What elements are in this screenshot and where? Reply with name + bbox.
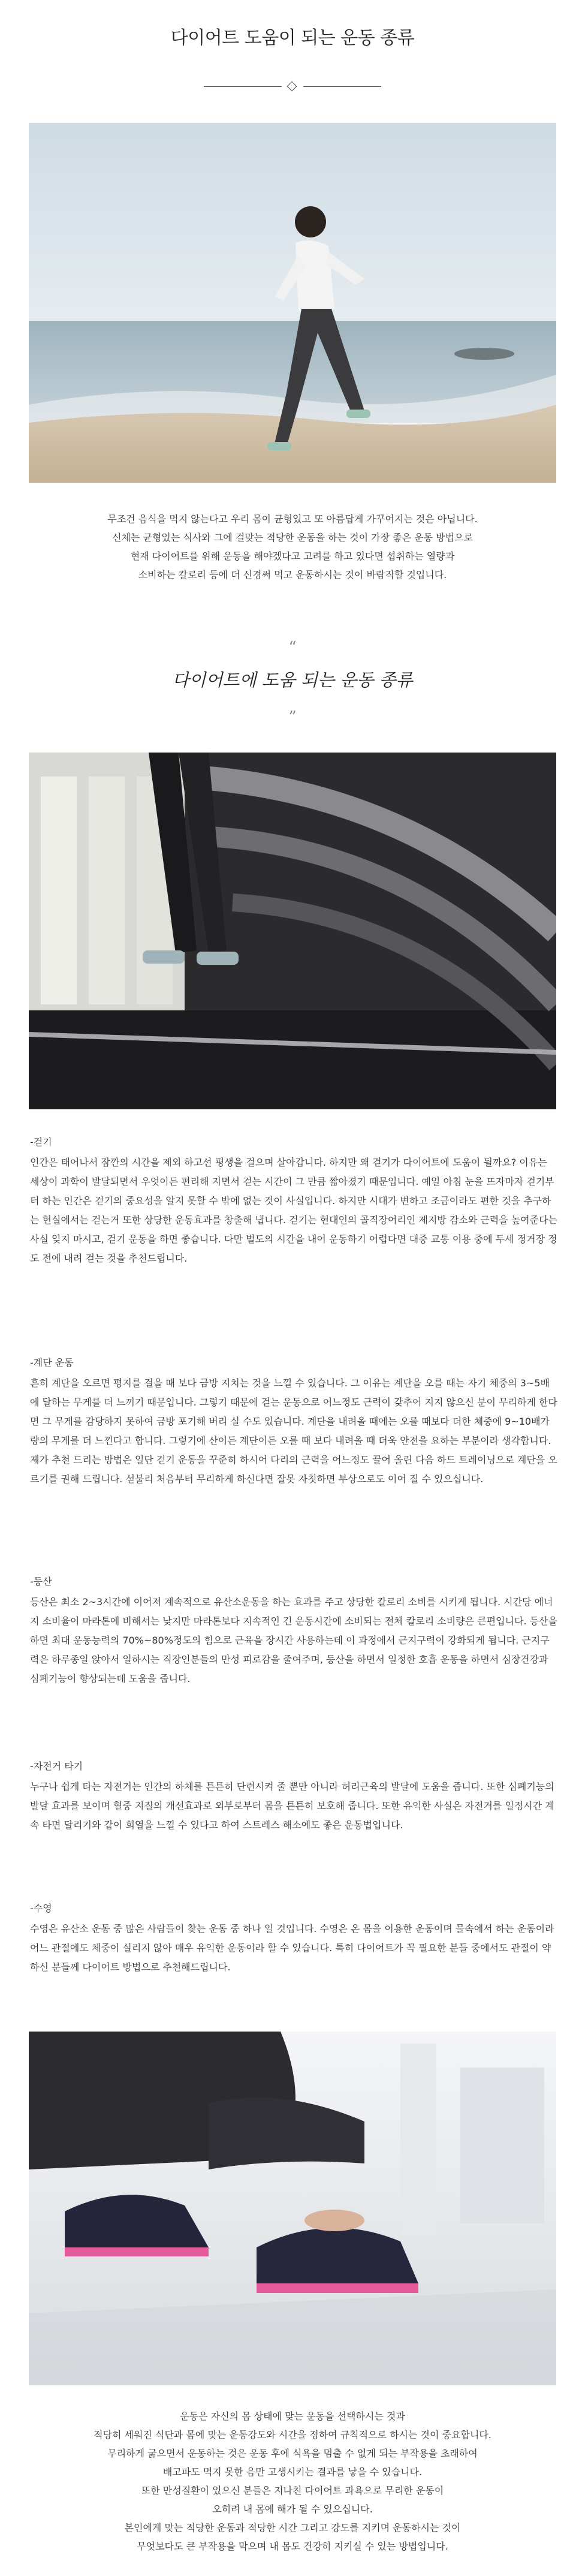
topic-heading: -등산 — [30, 1576, 52, 1587]
outro-paragraph — [60, 2407, 525, 2556]
title-divider — [204, 83, 381, 90]
outro-line: 무엇보다도 큰 부작용을 막으며 내 몸도 건강히 지키실 수 있는 방법입니다. — [137, 2541, 448, 2552]
topic-heading: -수영 — [30, 1903, 52, 1914]
topic-text: 인간은 태어나서 잠깐의 시간을 제외 하고선 평생을 걸으며 살아갑니다. 하지만 왜 걷기가 다이어트에 도움이 될까요? 이유는 세상이 과학이 발달되면서 우엇이든 편리해 지면서 걷는 시간이 그 만큼 짧아졌기 때문입니다. 예일 아침 눈을 뜨자마자 걷기부터 하는 인간은 걷기의 중요성을 알지 못할 수 밖에 없는 것이 사실입니다. 하지만 시대가 변하고 조금이라도 편한 것을 추구하는 현실에서는 걷는거 또한 상당한 운동효과를 창출해 냅니다. 걷기는 현대인의 골직장어리인 제지방 감소와 근력을 높여준다는 사실 잊지 마시고, 걷기 운동을 하면 좋습니다. 다만 별도의 시간을 내어 운동하기 어렵다면 대중 교통 이용 중에 두세 정거장 정도 전에 내려 걷는 것을 추천드립니다. — [30, 1157, 558, 1264]
topic-text: 누구나 쉽게 타는 자전거는 인간의 하체를 튼튼히 단련시켜 줄 뿐만 아니라 허리근육의 발달에 도움을 줍니다. 또한 심폐기능의 발달 효과를 보이며 혈중 지질의 개선효과로 외부로부터 몸을 튼튼히 보호해 줍니다. 또한 유익한 사실은 자전거를 일정시간 계속 타면 달리기와 같이 희열을 느낄 수 있다고 하여 스트레스 해소에도 좋은 운동법입니다. — [30, 1781, 554, 1831]
treadmill-photo — [29, 753, 556, 1109]
topic-text: 흔히 계단을 오르면 평지를 걸을 때 보다 금방 지치는 것을 느낄 수 있습니다. 그 이유는 계단을 오를 때는 자기 체중의 3~5배에 달하는 무게를 더 느끼기 때문입니다. 그렇기 때문에 걷는 운동으로 어느정도 근력이 갖추어 지지 않으신 분이 무리하게 한다면 그 무게를 감당하지 못하여 금방 포기해 버리 실 수도 있습니다. 계단을 내려올 때에는 오를 때보다 더한 체중에 9~10배가량의 무게를 더 느낀다고 합니다. 그렇기에 산이든 계단이든 오를 때 보다 내려올 때 더욱 안전을 요하는 부분이라 생각합니다. 제가 추천 드리는 방법은 일단 걷기 운동을 꾸준히 하시어 다리의 근력을 어느정도 끌어 올린 다음 하드 트레이닝으로 계단을 오르기를 권해 드립니다. 섣불리 처음부터 무리하게 하신다면 잘못 자칫하면 부상으로도 이어 질 수 있으십니다. — [30, 1377, 557, 1485]
outro-line: 본인에게 맞는 적당한 운동과 적당한 시간 그리고 강도를 지키며 운동하시는 것이 — [124, 2522, 461, 2533]
topic-heading: -계단 운동 — [30, 1357, 74, 1368]
page-title: 다이어트 도움이 되는 운동 종류 — [170, 28, 415, 49]
intro-line: 현재 다이어트를 위해 운동을 해야겠다고 고려를 하고 있다면 섭취하는 열량과 — [130, 550, 455, 562]
intro-line: 무조건 음식을 먹지 않는다고 우리 몸이 균형있고 또 아름답게 가꾸어지는 것은 아닙니다. — [107, 513, 478, 525]
intro-line: 소비하는 칼로리 등에 더 신경써 먹고 운동하시는 것이 바람직할 것입니다. — [138, 569, 447, 580]
outro-line: 무리하게 굶으면서 운동하는 것은 운동 후에 식욕을 멈출 수 없게 되는 부작용을 초래하여 — [107, 2448, 478, 2459]
running-beach-photo — [29, 123, 556, 483]
outro-line: 또한 만성질환이 있으신 분들은 지나친 다이어트 과욕으로 무리한 운동이 — [141, 2485, 444, 2496]
topic-hiking — [30, 1574, 557, 1689]
sneakers-photo — [29, 2032, 556, 2385]
topic-heading: -자전거 타기 — [30, 1761, 83, 1772]
outro-line: 배고파도 먹지 못한 음만 고생시키는 결과를 낳을 수 있습니다. — [162, 2466, 423, 2478]
intro-line: 신체는 균형있는 식사와 그에 걸맞는 적당한 운동을 하는 것이 가장 좋은 운동 방법으로 — [112, 532, 473, 543]
topic-text: 수영은 유산소 운동 중 많은 사람들이 찾는 운동 중 하나 일 것입니다. 수영은 온 몸을 이용한 운동이며 물속에서 하는 운동이라 어느 관절에도 체중이 실리지 않아 매우 유익한 운동이라 할 수 있습니다. 특히 다이어트가 꼭 필요한 분들 중에서도 관절이 약하신 분들께 다이어트 방법으로 추천해드립니다. — [30, 1923, 554, 1973]
topic-text: 등산은 최소 2~3시간에 이어져 계속적으로 유산소운동을 하는 효과를 주고 상당한 칼로리 소비를 시키게 됩니다. 시간당 에너지 소비율이 마라톤에 비해서는 낮지만 마라톤보다 지속적인 긴 운동시간에 소비되는 전체 칼로리 소비량은 큰편입니다. 등산을 하면 최대 운동능력의 70%~80%정도의 힘으로 근육을 장시간 사용하는데 이 과정에서 근지구력이 강화되게 됩니다. 근지구력은 하루종일 앉아서 일하시는 직장인분들의 만성 피로감을 줄여주며, 등산을 하면서 일정한 호흡 운동을 하면서 심장건강과 심폐기능이 향상되는데 도움을 줍니다. — [30, 1596, 558, 1684]
topic-cycling — [30, 1759, 557, 1835]
topic-walking — [30, 1134, 557, 1268]
quote-open-icon: “ — [288, 639, 297, 657]
divider-line-left — [204, 86, 282, 87]
outro-line: 적당히 세워진 식단과 몸에 맞는 운동강도와 시간을 정하여 규칙적으로 하시는 것이 중요합니다. — [94, 2429, 491, 2440]
section-title: 다이어트에 도움 되는 운동 종류 — [172, 670, 413, 690]
topic-stairs — [30, 1355, 557, 1489]
topic-swimming — [30, 1901, 557, 1977]
topic-heading: -걷기 — [30, 1136, 52, 1148]
quote-close-icon: ” — [288, 708, 297, 726]
divider-line-right — [303, 86, 381, 87]
diamond-divider-icon — [287, 82, 297, 92]
intro-paragraph — [60, 510, 525, 584]
outro-line: 운동은 자신의 몸 상태에 맞는 운동을 선택하시는 것과 — [180, 2411, 405, 2422]
outro-line: 오히려 내 몸에 해가 될 수 있으십니다. — [212, 2503, 373, 2515]
